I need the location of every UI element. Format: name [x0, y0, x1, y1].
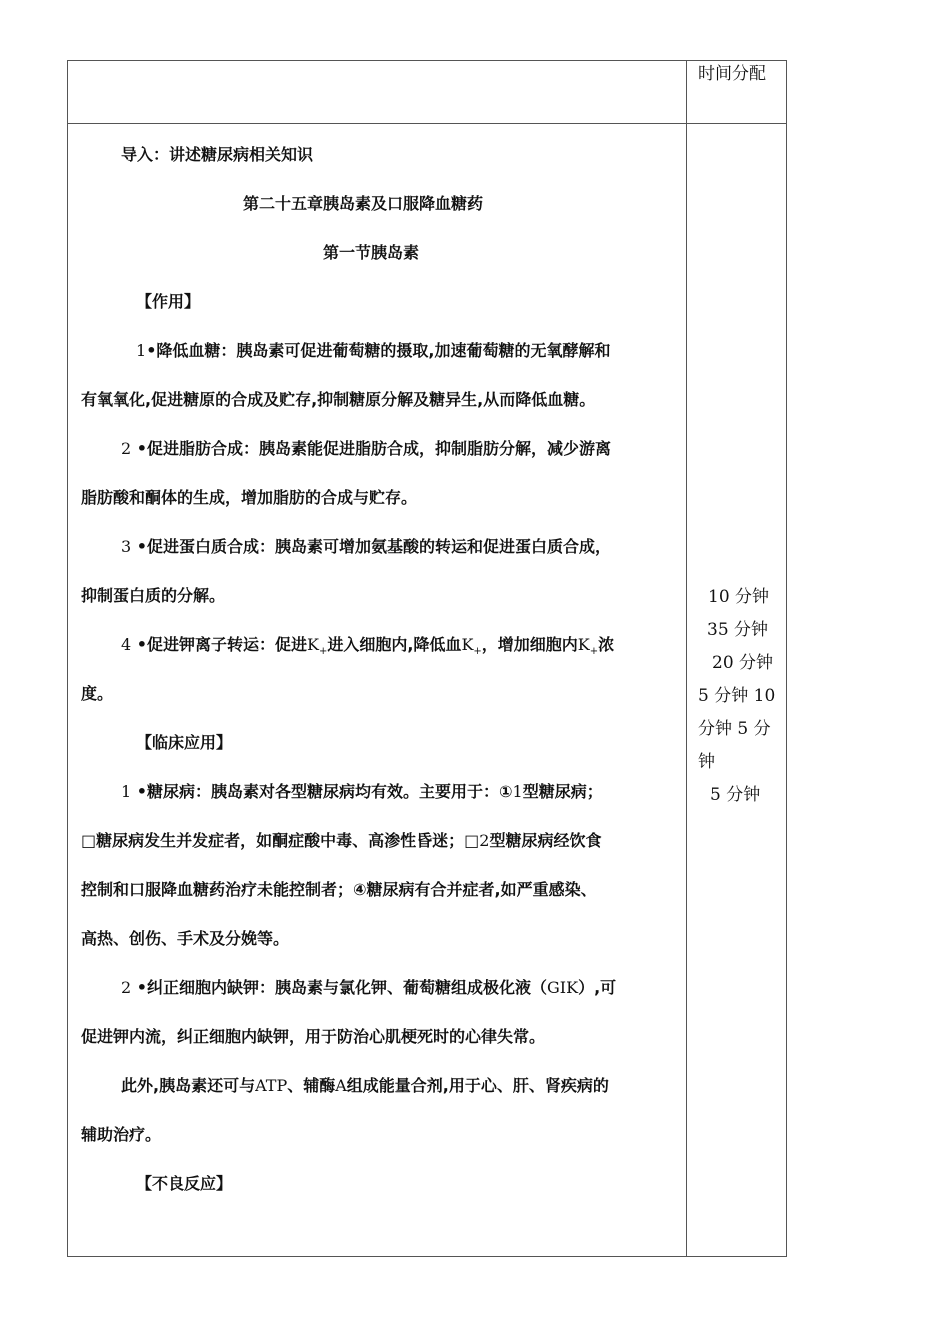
- effect-1-line-1: 1•降低血糖：胰岛素可促进葡萄糖的摄取,加速葡萄糖的无氧酵解和: [136, 341, 611, 360]
- clinical-heading: 【临床应用】: [136, 733, 233, 752]
- extra-line-1: 此外,胰岛素还可与ATP、辅酶A组成能量合剂,用于心、肝、肾疾病的: [121, 1076, 609, 1095]
- time-allocation-header: 时间分配: [698, 64, 766, 84]
- effect-4-line-2: 度。: [81, 684, 114, 703]
- lesson-content: [81, 141, 677, 1219]
- effect-3-number: 3: [121, 537, 132, 556]
- effect-2-number: 2: [121, 439, 132, 458]
- intro-line: 导入：讲述糖尿病相关知识: [121, 145, 314, 164]
- time-allocation-list: [698, 581, 783, 812]
- clinical-2-line-2: 促进钾内流，纠正细胞内缺钾，用于防治心肌梗死时的心律失常。: [81, 1027, 546, 1046]
- clinical-1-number: 1: [121, 782, 132, 801]
- section-title: 第一节胰岛素: [323, 243, 420, 262]
- time-entry-3: 20 分钟: [712, 653, 774, 673]
- clinical-2-line-1: 2 •纠正细胞内缺钾：胰岛素与氯化钾、葡萄糖组成极化液（GIK）,可: [121, 978, 617, 997]
- header-row-divider: [68, 123, 786, 124]
- effect-1-number: 1: [136, 341, 147, 360]
- column-divider: [686, 61, 687, 1256]
- effect-4-line-1: 4 •促进钾离子转运：促进$K_+$进入细胞内,降低血$K_+$，增加细胞内$K_+$浓: [121, 635, 615, 658]
- effect-1-line-2: 有氧氧化,促进糖原的合成及贮存,抑制糖原分解及糖异生,从而降低血糖。: [81, 390, 596, 409]
- effect-3-line-2: 抑制蛋白质的分解。: [81, 586, 226, 605]
- time-entry-6: 钟: [698, 752, 715, 772]
- clinical-1-line-2: □糖尿病发生并发症者，如酮症酸中毒、高渗性昏迷；□2型糖尿病经饮食: [81, 831, 602, 850]
- time-entry-2: 35 分钟: [707, 620, 769, 640]
- clinical-1-line-3: 控制和口服降血糖药治疗未能控制者；④糖尿病有合并症者,如严重感染、: [81, 880, 597, 899]
- clinical-1-line-4: 高热、创伤、手术及分娩等。: [81, 929, 290, 948]
- lesson-table: [67, 60, 787, 1257]
- adverse-heading: 【不良反应】: [136, 1174, 233, 1193]
- effect-3-line-1: 3 •促进蛋白质合成：胰岛素可增加氨基酸的转运和促进蛋白质合成，: [121, 537, 611, 556]
- chapter-title: 第二十五章胰岛素及口服降血糖药: [243, 194, 484, 213]
- time-entry-5: 分钟 5 分: [698, 719, 771, 739]
- time-entry-4: 5 分钟 10: [698, 686, 776, 706]
- clinical-2-number: 2: [121, 978, 132, 997]
- extra-line-2: 辅助治疗。: [81, 1125, 162, 1144]
- time-entry-7: 5 分钟: [710, 785, 761, 805]
- effect-4-number: 4: [121, 635, 132, 654]
- time-entry-1: 10 分钟: [708, 587, 770, 607]
- effect-2-line-1: 2 •促进脂肪合成：胰岛素能促进脂肪合成，抑制脂肪分解，减少游离: [121, 439, 611, 458]
- clinical-1-line-1: 1 •糖尿病：胰岛素对各型糖尿病均有效。主要用于：①1型糖尿病；: [121, 782, 603, 801]
- effect-2-line-2: 脂肪酸和酮体的生成，增加脂肪的合成与贮存。: [81, 488, 418, 507]
- effects-heading: 【作用】: [136, 292, 201, 311]
